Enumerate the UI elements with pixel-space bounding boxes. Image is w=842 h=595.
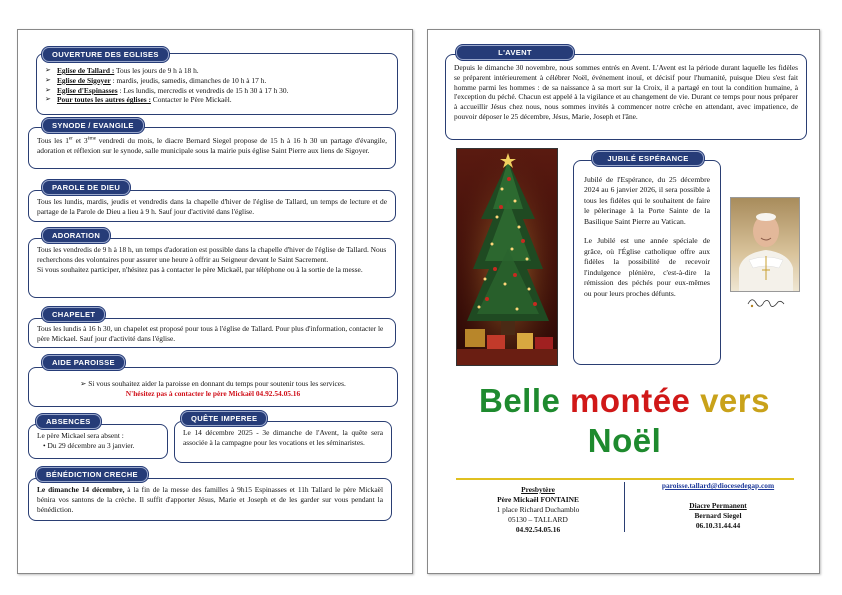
pope-portrait-icon (731, 198, 800, 292)
presbytere-block: Presbytère Père Mickaël FONTAINE 1 place Richard Duchamblo 05130 – TALLARD 04.92.54.05.16 (496, 485, 580, 534)
ouverture-box (36, 53, 398, 115)
arrow-icon: ➢ (80, 379, 89, 388)
christmas-tree-image (456, 148, 558, 366)
ouverture-list (45, 66, 389, 105)
footer-separator (624, 482, 625, 532)
headline-line2: Noël (587, 422, 662, 459)
aide-box: ➢ Si vous souhaitez aider la paroisse en donnant du temps pour soutenir tous les services. N'hésitez pas à contacter le père Mickaël 04.92.54.05.16 (28, 367, 398, 407)
chapelet-box: Tous les lundis à 16 h 30, un chapelet est proposé pour tous à l'église de Tallard. Pour plus d'information, contacter le père Mickael. Sauf jour d'activité dans l'église. (28, 318, 396, 348)
jubile-title: JUBILÉ ESPÉRANCE (592, 151, 704, 166)
synode-title: SYNODE / EVANGILE (42, 118, 144, 133)
pope-photo (730, 197, 800, 292)
absences-box: Le père Mickael sera absent : • Du 29 décembre au 3 janvier. (28, 424, 168, 459)
parole-box: Tous les lundis, mardis, jeudis et vendredis dans la chapelle d'hiver de l'église de Tallard, un temps de lecture et de partage de la Parole de Dieu a lieu à 9 h. Sauf jour d'activité dans l'église. (28, 190, 396, 222)
footer-divider (456, 478, 794, 480)
avent-title: L'AVENT (456, 45, 574, 60)
christmas-tree-icon (457, 149, 558, 366)
list-item: ➢ Eglise de Tallard : Tous les jours de 9 h à 18 h. (45, 66, 389, 76)
quete-title: QUÊTE IMPEREE (181, 411, 267, 426)
signature-icon (746, 294, 786, 310)
list-item: ➢ Pour toutes les autres églises : Contacter le Père Mickaël. (45, 95, 389, 105)
synode-box: Tous les 1er et 3ème vendredi du mois, le diacre Bernard Siegel propose de 15 h à 16 h 30 un partage d'évangile, adoration et réflexion sur le synode, salle municipale sous la mairie puis église Saint Pierre aux liens de Sigoyer. (28, 127, 396, 169)
benediction-box: Le dimanche 14 décembre, à la fin de la messe des familles à 9h15 Espinasses et 11h Tallard le père Mickaël bénira vos santons de la crèche. Il suffit d'apporter Jésus, Marie et Joseph et de les garder sur vous pendant la bénédiction. (28, 478, 392, 521)
avent-box: Depuis le dimanche 30 novembre, nous sommes entrés en Avent. L'Avent est la période durant laquelle les fidèles se préparent intérieurement à célébrer Noël, événement inouï, et décisif pour l'humanité, puisque Dieu s'est fait homme parmi les hommes : de sa naissance à sa mort sur la Croix, il a partagé en tout la condition humaine, à l'exception du péché. Chacun est appelé à la vigilance et au changement de vie. Durant ce temps pour nous préparer à accueillir Jésus chez nous, nous sommes invités à commencer notre crèche en attendant, avec impatience, de pouvoir déposer le 25 décembre, Jésus, Marie, Joseph et l'âne. (445, 54, 807, 140)
jubile-box: Jubilé de l'Espérance, du 25 décembre 2024 au 6 janvier 2026, il sera possible à tous les fidèles qui le souhaitent de faire le pèlerinage à la Porte Sainte de la Basilique Saint Pierre au Vatican. Le Jubilé est une année spéciale de grâce, où l'Église catholique offre aux fidèles la possibilité de recevoir l'indulgence plénière, c'est-à-dire la rémission des péchés pour eux-mêmes ou pour leurs proches défunts. (573, 160, 721, 365)
list-item: • Du 29 décembre au 3 janvier. (43, 441, 159, 451)
ouverture-title: OUVERTURE DES EGLISES (42, 47, 169, 62)
contact-block: paroisse.tallard@diocesedegap.com Diacre Permanent Bernard Siegel 06.10.31.44.44 (628, 481, 808, 531)
parole-title: PAROLE DE DIEU (42, 180, 130, 195)
adoration-title: ADORATION (42, 228, 110, 243)
aide-title: AIDE PAROISSE (42, 355, 125, 370)
right-page (427, 29, 820, 574)
email-link[interactable]: paroisse.tallard@diocesedegap.com (661, 481, 775, 490)
benediction-title: BÉNÉDICTION CRECHE (36, 467, 148, 482)
adoration-box: Tous les vendredis de 9 h à 18 h, un temps d'adoration est possible dans la chapelle d'hiver de l'église de Tallard. Nous recherchons des volontaires pour assurer une heure à offrir au Seigneur devant le Saint Sacrement. Si vous souhaitez participer, n'hésitez pas à contacter le père Mickaël, par téléphone ou à la sortie de la messe. (28, 238, 396, 298)
left-page (17, 29, 413, 574)
quete-box: Le 14 décembre 2025 - 3e dimanche de l'Avent, la quête sera associée à la campagne pour les vocations et les séminaristes. (174, 421, 392, 463)
list-item: ➢ Eglise d'Espinasses : Les lundis, mercredis et vendredis de 15 h 30 à 17 h 30. (45, 86, 389, 96)
chapelet-title: CHAPELET (42, 307, 105, 322)
absences-title: ABSENCES (36, 414, 101, 429)
list-item: ➢ Eglise de Sigoyer : mardis, jeudis, samedis, dimanches de 10 h à 17 h. (45, 76, 389, 86)
headline-line1: Belle montée vers (479, 382, 770, 419)
